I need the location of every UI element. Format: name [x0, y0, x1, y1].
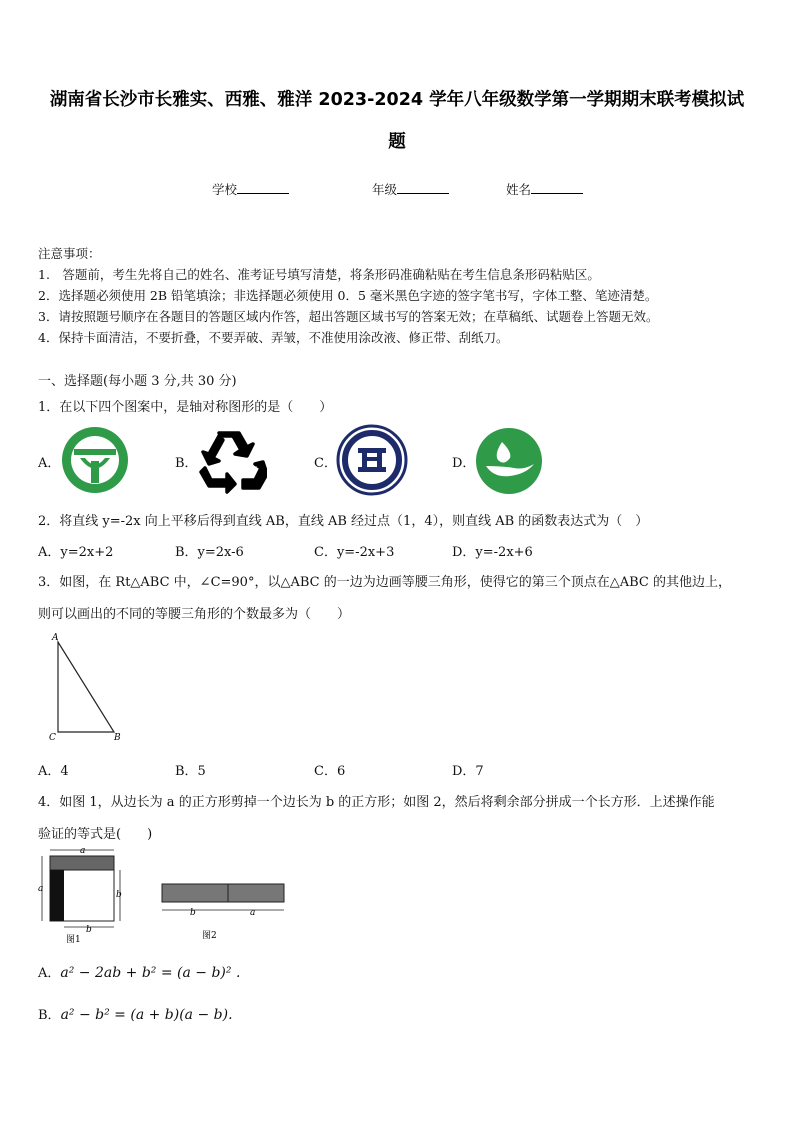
q3-option-b[interactable]: B．5 — [175, 764, 206, 779]
vertex-c-label: C — [49, 733, 56, 743]
q4-option-b-formula: a² − b² = (a + b)(a − b). — [60, 1007, 233, 1023]
school-field[interactable] — [212, 180, 289, 198]
grade-label: 年级 — [372, 182, 398, 197]
figure-1-square — [36, 844, 132, 944]
name-field[interactable] — [506, 180, 583, 198]
notice-item: 3．请按照题号顺序在各题目的答题区域内作答，超出答题区域书写的答案无效；在草稿纸、试题卷上答题无效。 — [38, 309, 659, 324]
fig2-a-label: a — [250, 908, 256, 918]
school-label: 学校 — [212, 182, 238, 197]
fig1-left-a-label: a — [38, 884, 44, 894]
notice-heading: 注意事项： — [38, 246, 101, 261]
question-3-stem-continued: 则可以画出的不同的等腰三角形的个数最多为（ ） — [38, 607, 351, 622]
q3-option-a[interactable]: A．4 — [38, 764, 69, 779]
section-heading: 一、选择题(每小题 3 分,共 30 分) — [38, 374, 237, 389]
school-blank[interactable] — [237, 181, 289, 194]
fig1-caption: 图1 — [66, 935, 81, 944]
question-1-stem: 1．在以下四个图案中，是轴对称图形的是（ ） — [38, 400, 333, 415]
question-2-stem: 2．将直线 y=-2x 向上平移后得到直线 AB，直线 AB 经过点（1，4），则直线 AB 的函数表达式为（ ） — [38, 514, 649, 529]
q3-option-d[interactable]: D．7 — [452, 764, 484, 779]
vertex-a-label: A — [52, 633, 59, 643]
q4-option-a-label: A． — [38, 966, 61, 981]
grade-blank[interactable] — [397, 181, 449, 194]
fig1-bottom-b-label: b — [86, 925, 92, 935]
fig1-right-b-label: b — [116, 890, 122, 900]
vertex-b-label: B — [114, 733, 121, 743]
water-drop-logo-icon — [474, 426, 544, 496]
q4-option-b[interactable] — [38, 1004, 233, 1023]
notice-item: 4．保持卡面清洁，不要折叠，不要弄破、弄皱，不准使用涂改液、修正带、刮纸刀。 — [38, 330, 509, 345]
q3-option-c[interactable]: C．6 — [314, 764, 346, 779]
q1-option-c-label[interactable]: C． — [314, 456, 337, 471]
fig2-b-label: b — [190, 908, 196, 918]
notice-item: 2．选择题必须使用 2B 铅笔填涂；非选择题必须使用 0．5 毫米黑色字迹的签字笔书写，字体工整、笔迹清楚。 — [38, 288, 658, 303]
recycle-icon — [197, 428, 267, 494]
q1-option-a-label[interactable]: A． — [38, 456, 61, 471]
question-3-stem: 3．如图，在 Rt△ABC 中，∠C=90°，以△ABC 的一边为边画等腰三角形，使得它的第三个顶点在△ABC 的其他边上， — [38, 575, 731, 590]
q1-option-b-label[interactable]: B． — [175, 456, 198, 471]
grade-field[interactable] — [372, 180, 449, 198]
q2-option-d[interactable]: D．y=-2x+6 — [452, 545, 533, 560]
question-4-stem: 4．如图 1，从边长为 a 的正方形剪掉一个边长为 b 的正方形；如图 2，然后将剩余部分拼成一个长方形．上述操作能 — [38, 795, 715, 810]
fig2-caption: 图2 — [202, 931, 217, 941]
q4-option-b-label: B． — [38, 1008, 61, 1023]
question-4-stem-continued: 验证的等式是( ) — [38, 827, 153, 842]
notice-item: 1. 答题前，考生先将自己的姓名、准考证号填写清楚，将条形码准确粘贴在考生信息条形码粘贴区。 — [38, 267, 600, 282]
name-blank[interactable] — [531, 181, 583, 194]
q2-option-b[interactable]: B．y=2x-6 — [175, 545, 244, 560]
fig1-top-a-label: a — [80, 846, 86, 856]
page-title: 湖南省长沙市长雅实、西雅、雅洋 2023-2024 学年八年级数学第一学期期末联考模拟试 — [49, 90, 745, 110]
q4-option-a[interactable] — [38, 962, 240, 981]
circle-emblem-icon — [336, 424, 408, 496]
figure-2-rectangle — [158, 876, 288, 944]
q4-option-a-formula: a² − 2ab + b² = (a − b)² . — [60, 965, 241, 981]
name-label: 姓名 — [506, 182, 532, 197]
q2-option-a[interactable]: A．y=2x+2 — [38, 545, 114, 560]
q2-option-c[interactable]: C．y=-2x+3 — [314, 545, 395, 560]
q1-option-d-label[interactable]: D． — [452, 456, 476, 471]
right-triangle-figure — [44, 632, 134, 744]
page-title-continued: 题 — [388, 132, 406, 152]
green-food-logo-icon — [60, 425, 130, 495]
